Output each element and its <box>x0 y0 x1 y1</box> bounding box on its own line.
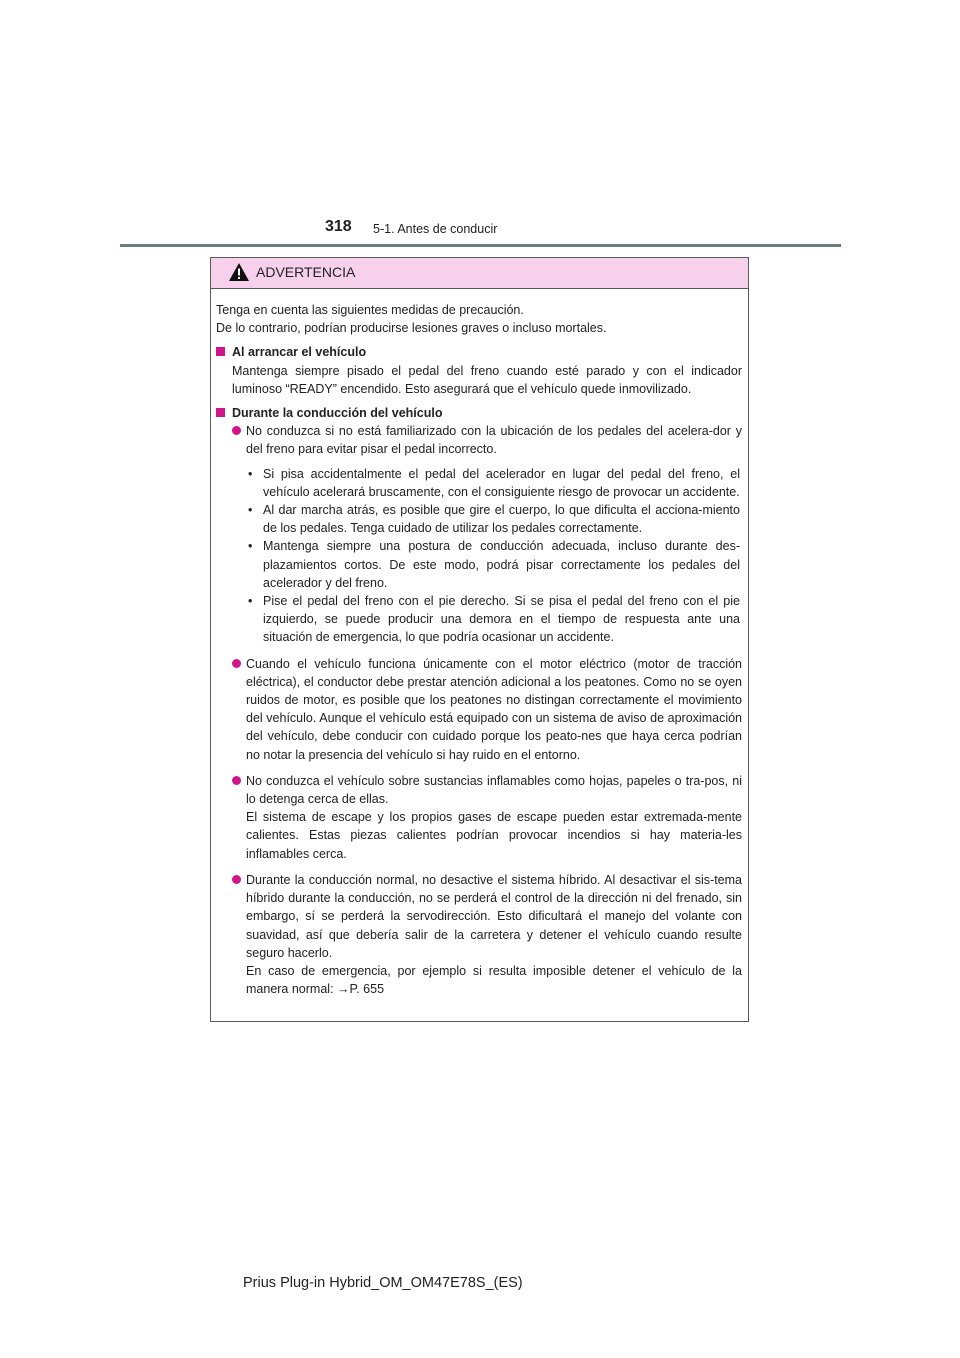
list-item-text: No conduzca el vehículo sobre sustancias inflamables como hojas, papeles o tra-pos, ni lo detenga cerca de ellas. <box>246 773 742 807</box>
sub-bullet-list <box>246 465 742 647</box>
intro-line: De lo contrario, podrían producirse lesiones graves o incluso mortales. <box>216 321 607 336</box>
intro-line: Tenga en cuenta las siguientes medidas de precaución. <box>216 303 524 317</box>
sub-bullet-text: Si pisa accidentalmente el pedal del acelerador en lugar del pedal del freno, el vehículo acelerará bruscamente, con el consiguiente riesgo de provocar un accidente. <box>263 466 740 499</box>
list-item-text: El sistema de escape y los propios gases de escape pueden estar extremada-mente calientes. Estas piezas calientes podrían provocar incendios si hay materia-les inflamables cerca. <box>246 810 742 861</box>
sub-bullet-item <box>246 592 742 647</box>
warning-triangle-icon <box>228 262 250 282</box>
warning-box <box>210 257 749 1022</box>
list-item <box>216 871 742 998</box>
circle-bullet-icon <box>232 659 241 668</box>
dot-bullet-icon: • <box>248 594 253 609</box>
list-item <box>216 422 742 646</box>
warning-intro <box>216 301 742 337</box>
square-bullet-icon <box>216 347 225 356</box>
section-text-starting: Mantenga siempre pisado el pedal del freno cuando esté parado y con el indicador luminoso “READY” encendido. Esto asegurará que el vehículo quede inmovilizado. <box>232 363 742 396</box>
dot-bullet-icon: • <box>248 466 253 481</box>
section-heading-text: Al arrancar el vehículo <box>232 345 367 360</box>
section-heading-starting <box>216 343 742 361</box>
list-item-text: No conduzca si no está familiarizado con la ubicación de los pedales del acelera-dor y del freno para evitar pisar el pedal incorrecto. <box>246 424 742 457</box>
list-item <box>216 772 742 863</box>
document-reference: Prius Plug-in Hybrid_OM_OM47E78S_(ES) <box>243 1275 523 1291</box>
sub-bullet-item <box>246 537 742 592</box>
dot-bullet-icon: • <box>248 503 253 518</box>
list-item-text: Durante la conducción normal, no desactive el sistema híbrido. Al desactivar el sis-tema híbrido durante la conducción, no se perderá el control de la dirección ni del frenado, sin embargo, sí se perderá la servodirección. Esto dificultará el manejo del volante con suavidad, así que debería salir de la carretera y detener el vehículo cuando resulte seguro hacerlo. <box>246 872 742 960</box>
section-label: 5-1. Antes de conducir <box>373 222 498 236</box>
sub-bullet-text: Mantenga siempre una postura de conducción adecuada, incluso durante des-plazamientos cortos. De este modo, podrá pisar correctamente los pedales del acelerador y del freno. <box>263 539 740 590</box>
section-heading-text: Durante la conducción del vehículo <box>232 406 443 421</box>
warning-header <box>211 258 748 289</box>
circle-bullet-icon <box>232 875 241 884</box>
list-item-text: Cuando el vehículo funciona únicamente con el motor eléctrico (motor de tracción eléctrica), el conductor debe prestar atención adicional a los peatones. Como no se oyen ruidos de motor, es posible que los peatones no distingan correctamente el movimiento del vehículo. Aunque el vehículo está equipado con un sistema de aviso de aproximación del vehículo, debe conducir con cuidado porque los peato-nes que haya cerca podrían no notar la presencia del vehículo si hay ruido en el entorno. <box>246 656 742 762</box>
list-item-text: En caso de emergencia, por ejemplo si resulta imposible detener el vehículo de la manera normal: →P. 655 <box>246 963 742 997</box>
sub-bullet-item <box>246 465 742 501</box>
section-heading-driving <box>216 404 742 422</box>
warning-title: ADVERTENCIA <box>256 264 356 280</box>
dot-bullet-icon: • <box>248 539 253 554</box>
circle-bullet-icon <box>232 426 241 435</box>
square-bullet-icon <box>216 408 225 417</box>
page-header <box>0 0 960 250</box>
header-rule <box>120 244 841 247</box>
circle-bullet-icon <box>232 776 241 785</box>
list-item <box>216 655 742 764</box>
sub-bullet-item <box>246 501 742 537</box>
page-number: 318 <box>325 218 352 235</box>
sub-bullet-text: Al dar marcha atrás, es posible que gire el cuerpo, lo que dificulta el acciona-miento de los pedales. Tenga cuidado de utilizar los pedales correctamente. <box>263 503 740 536</box>
warning-body <box>211 289 748 998</box>
sub-bullet-text: Pise el pedal del freno con el pie derecho. Si se pisa el pedal del freno con el pie izquierdo, se puede producir una demora en el tiempo de respuesta ante una situación de emergencia, lo que podría ocasionar un accidente. <box>263 594 740 645</box>
